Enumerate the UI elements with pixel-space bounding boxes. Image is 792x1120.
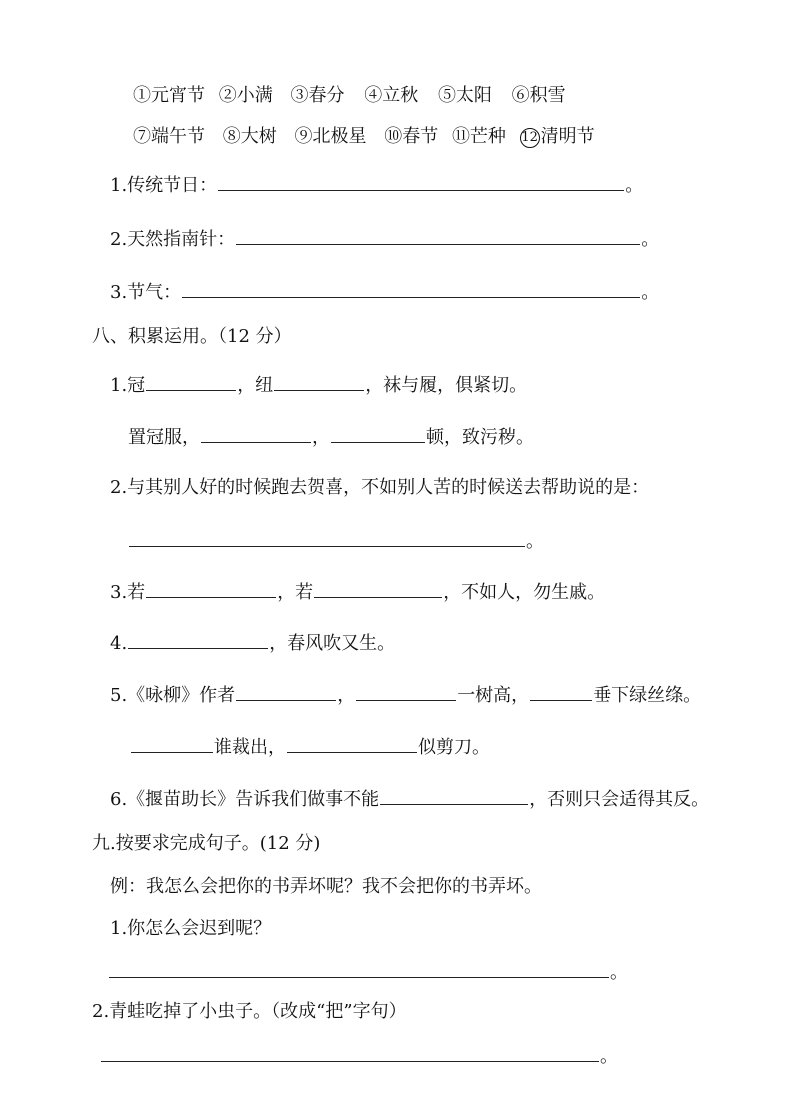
text: 垂下绿丝绦。 [593, 685, 702, 706]
option-9: ⑨北极星 [294, 126, 367, 147]
answer-blank[interactable] [182, 279, 640, 298]
section-8-q4 [110, 630, 395, 656]
section-9-q2: 2.青蛙吃掉了小虫子。（改成“把”字句） [92, 1001, 407, 1022]
section-8-q1-line2 [128, 424, 534, 450]
section-9-title: 九.按要求完成句子。(12 分) [92, 833, 321, 854]
section-8-q2-answer [128, 528, 544, 554]
text: ，纽 [237, 375, 274, 396]
text: ，不如人，勿生戚。 [443, 582, 606, 603]
text: 谁裁出， [214, 737, 286, 758]
answer-blank[interactable] [128, 630, 268, 649]
text: 1.冠 [110, 375, 146, 396]
classify-q2 [110, 226, 659, 252]
period: 。 [625, 175, 644, 196]
answer-blank[interactable] [109, 959, 609, 978]
answer-blank[interactable] [356, 682, 456, 701]
answer-blank[interactable] [380, 786, 528, 805]
answer-blank[interactable] [274, 372, 364, 391]
option-6: ⑥积雪 [511, 85, 566, 106]
option-5: ⑤太阳 [437, 85, 492, 106]
text: ， [312, 427, 330, 448]
options-row-2 [133, 125, 595, 149]
option-12-number: 12 [520, 128, 540, 148]
section-8-q5-line2 [130, 734, 490, 760]
section-8-q2: 2.与其别人好的时候跑去贺喜，不如别人苦的时候送去帮助说的是： [110, 477, 650, 498]
answer-blank[interactable] [331, 424, 425, 443]
section-9-q1-answer [108, 959, 628, 985]
answer-blank[interactable] [314, 579, 442, 598]
text: ，否则只会适得其反。 [529, 789, 710, 810]
text: 置冠服， [128, 427, 200, 448]
classify-q3 [110, 279, 659, 305]
section-9-q2-answer [100, 1043, 618, 1069]
option-12 [520, 126, 595, 147]
option-12-label: 清明节 [540, 126, 595, 147]
option-3: ③春分 [290, 85, 345, 106]
section-8-q1 [110, 372, 527, 398]
text: 5.《咏柳》作者 [110, 685, 236, 706]
option-2: ②小满 [218, 85, 273, 106]
answer-blank[interactable] [287, 734, 417, 753]
section-8-title: 八、积累运用。（12 分） [92, 326, 292, 347]
period: 。 [641, 282, 660, 303]
option-10: ⑩春节 [384, 126, 439, 147]
answer-blank[interactable] [201, 424, 311, 443]
period: 。 [641, 229, 660, 250]
answer-blank[interactable] [530, 682, 592, 701]
section-9-example: 例：我怎么会把你的书弄坏呢？我不会把你的书弄坏。 [110, 876, 542, 897]
period: 。 [600, 1046, 618, 1067]
text: 似剪刀。 [418, 737, 490, 758]
text: 4. [110, 633, 128, 654]
options-row-1 [133, 84, 566, 108]
text: ，若 [277, 582, 314, 603]
text: ，袜与履，俱紧切。 [365, 375, 528, 396]
text: 3.若 [110, 582, 146, 603]
section-9-q1: 1.你怎么会迟到呢？ [110, 918, 272, 939]
text: ，春风吹又生。 [269, 633, 396, 654]
answer-blank[interactable] [146, 579, 276, 598]
classify-q1 [110, 172, 643, 198]
text: 顿，致污秽。 [426, 427, 534, 448]
classify-q3-label: 3.节气： [110, 282, 182, 303]
option-1: ①元宵节 [133, 85, 205, 106]
period: 。 [610, 962, 628, 983]
classify-q1-label: 1.传统节日： [110, 175, 218, 196]
classify-q2-label: 2.天然指南针： [110, 229, 236, 250]
answer-blank[interactable] [218, 172, 624, 191]
answer-blank[interactable] [146, 372, 236, 391]
text: 6.《揠苗助长》告诉我们做事不能 [110, 789, 380, 810]
section-8-q6 [110, 786, 709, 812]
answer-blank[interactable] [236, 682, 336, 701]
option-4: ④立秋 [364, 85, 419, 106]
answer-blank[interactable] [129, 528, 525, 547]
answer-blank[interactable] [236, 226, 640, 245]
section-8-q3 [110, 579, 605, 605]
period: 。 [526, 531, 544, 552]
option-8: ⑧大树 [222, 126, 277, 147]
answer-blank[interactable] [101, 1043, 599, 1062]
answer-blank[interactable] [131, 734, 213, 753]
option-11: ⑪芒种 [451, 126, 506, 147]
text: ， [337, 685, 356, 706]
option-7: ⑦端午节 [133, 126, 205, 147]
section-8-q5 [110, 682, 701, 708]
text: 一树高， [457, 685, 530, 706]
